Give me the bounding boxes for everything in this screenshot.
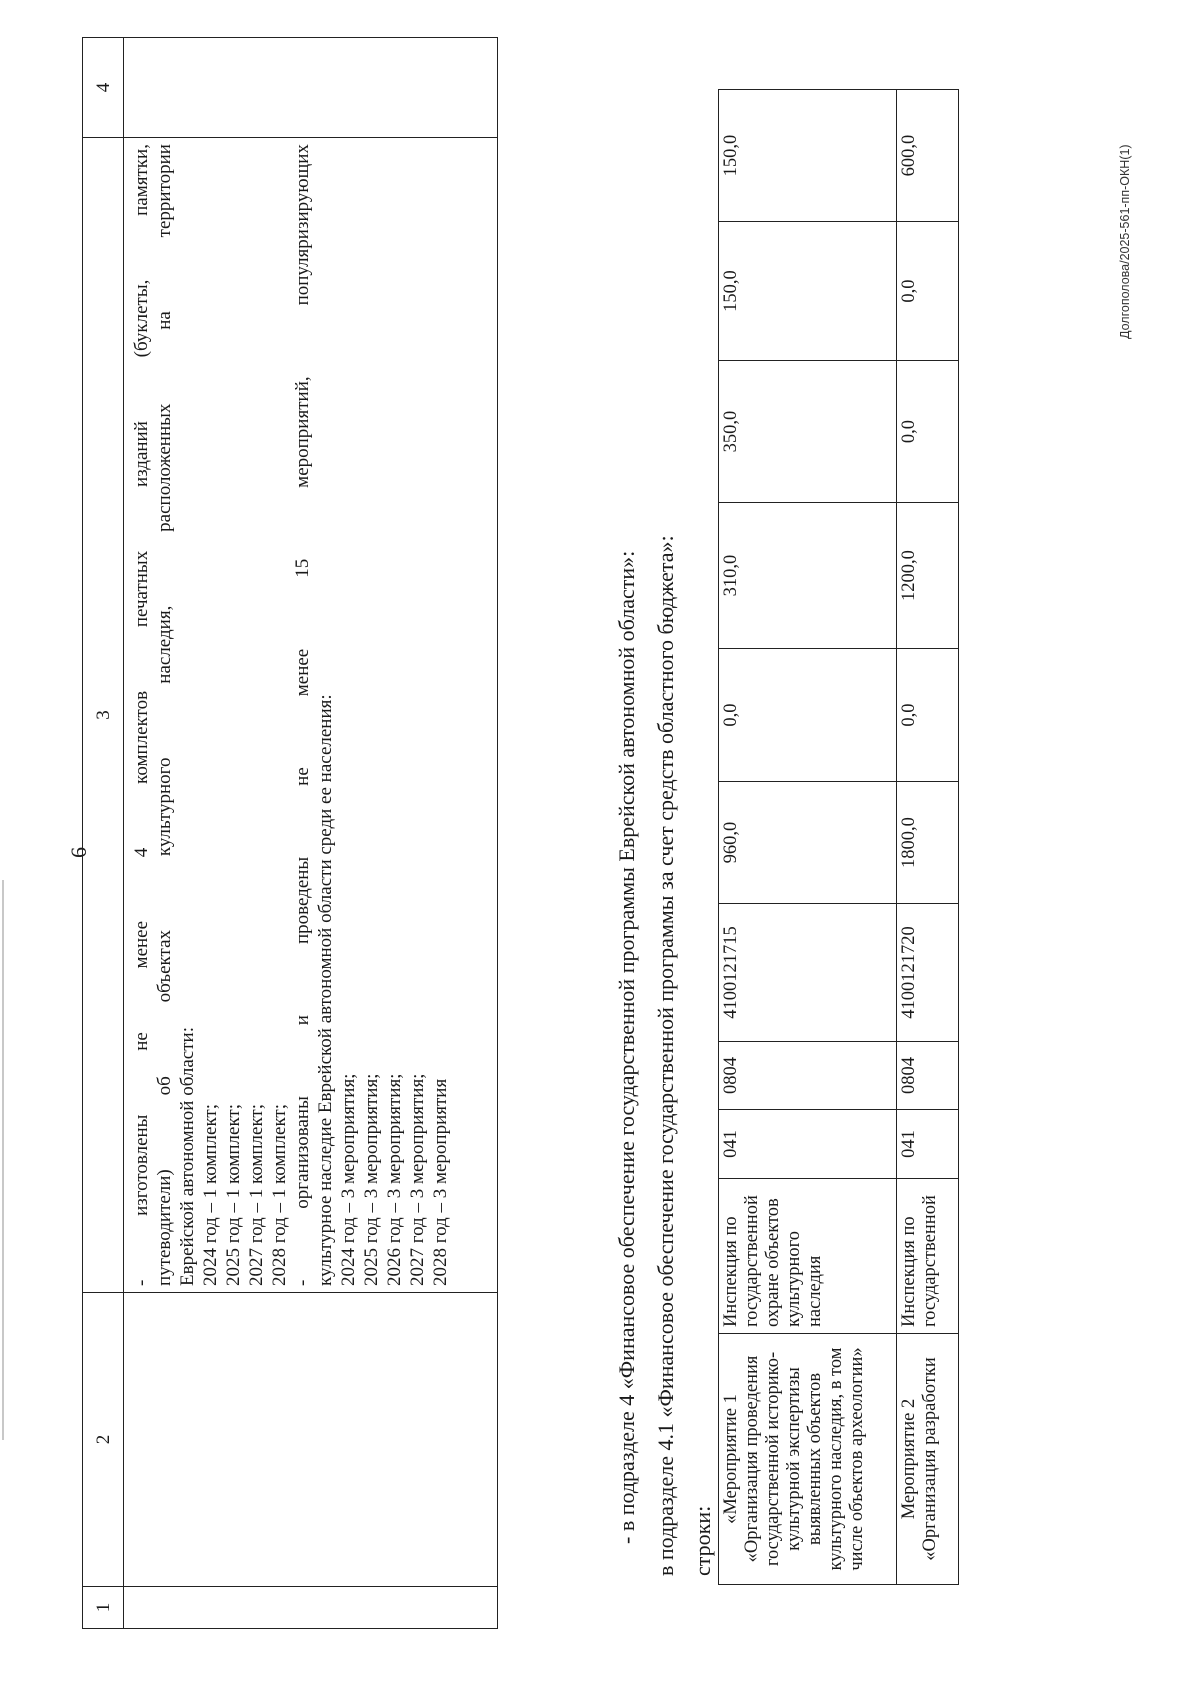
activity-name-line: «Организация разработки <box>920 1357 940 1561</box>
intro-line: строки: <box>690 1505 715 1576</box>
text-line: 2027 год – 1 комплект; <box>246 1103 267 1286</box>
word: менее <box>131 920 152 969</box>
block1-lines <box>176 144 291 1286</box>
activity-name-line: «Организация проведения <box>742 1355 762 1563</box>
block2-lines <box>314 144 452 1286</box>
header-cell: 4 <box>83 38 124 138</box>
word: территории <box>154 144 175 238</box>
amount-cell: 150,0 <box>719 222 897 361</box>
header-cell: 2 <box>83 1293 124 1587</box>
block2-justified-lines <box>291 144 314 1286</box>
text-line: 2028 год – 1 комплект; <box>269 1103 290 1286</box>
word: путеводители) <box>154 1169 175 1286</box>
executor-line: Инспекция по <box>899 1216 919 1327</box>
executor-line: культурного <box>784 1231 804 1327</box>
activity-name-line: выявленных объектов <box>805 1372 825 1546</box>
justified-line <box>291 144 314 1286</box>
activity-name-line: «Мероприятие 1 <box>721 1394 741 1524</box>
text-line: 2027 год – 3 мероприятия; <box>407 1073 428 1286</box>
justified-line <box>130 144 153 1286</box>
executor-line: наследия <box>805 1255 825 1327</box>
amount-cell: 600,0 <box>897 90 959 222</box>
word: объектах <box>154 929 175 1003</box>
amount-cell: 0,0 <box>897 361 959 503</box>
word: комплектов <box>131 690 152 784</box>
word: на <box>154 311 175 330</box>
amount-cell: 0,0 <box>897 649 959 782</box>
activity-name-cell <box>897 1334 959 1585</box>
intro-line: - в подразделе 4 «Финансовое обеспечение государственной программы Еврейской автономной области»: <box>614 550 639 1544</box>
word: - <box>292 1279 313 1286</box>
word: наследия, <box>154 605 175 684</box>
amount-cell: 1800,0 <box>897 782 959 904</box>
executor-cell <box>719 1179 897 1334</box>
text-line: 2025 год – 1 комплект; <box>223 1103 244 1286</box>
justified-line <box>153 144 176 1286</box>
word: и <box>292 1015 313 1026</box>
activity-name-line: государственной историко- <box>763 1351 783 1567</box>
word: менее <box>292 648 313 697</box>
rzpr-cell: 0804 <box>719 1042 897 1110</box>
table-cell <box>124 38 498 138</box>
word: изданий <box>131 421 152 488</box>
activity-name-line: Мероприятие 2 <box>899 1398 919 1520</box>
word: культурного <box>154 757 175 857</box>
table-row <box>897 90 959 1585</box>
results-table <box>82 37 498 1629</box>
word: памятки, <box>131 144 152 216</box>
word: популяризирующих <box>292 144 313 306</box>
activity-name-line: культурного наследия, в том <box>826 1347 846 1571</box>
word: печатных <box>131 550 152 628</box>
word: (буклеты, <box>131 279 152 358</box>
block1-justified-lines <box>130 144 176 1286</box>
word: - <box>131 1279 152 1286</box>
amount-cell: 0,0 <box>897 222 959 361</box>
header-cell: 1 <box>83 1587 124 1629</box>
word: проведены <box>292 856 313 945</box>
word: об <box>154 1076 175 1096</box>
table-cell <box>124 1293 498 1587</box>
word: 15 <box>292 558 313 578</box>
activity-name-cell <box>719 1334 897 1585</box>
intro-line: в подразделе 4.1 «Финансовое обеспечение государственной программы за счет средств областного бюджета»: <box>653 535 678 1576</box>
executor-line: Инспекция по <box>721 1216 741 1327</box>
grbs-cell: 041 <box>719 1110 897 1179</box>
executor-line: государственной <box>742 1195 762 1327</box>
csr-cell: 4100121715 <box>719 904 897 1042</box>
activity-name-line: культурной экспертизы <box>784 1367 804 1551</box>
word: 4 <box>131 847 152 858</box>
grbs-cell: 041 <box>897 1110 959 1179</box>
table-row <box>719 90 897 1585</box>
word: мероприятий, <box>292 376 313 488</box>
header-cell: 3 <box>83 138 124 1293</box>
word: организованы <box>292 1096 313 1209</box>
word: изготовлены <box>131 1114 152 1216</box>
amount-cell: 310,0 <box>719 503 897 649</box>
amount-cell: 350,0 <box>719 361 897 503</box>
word: не <box>131 1032 152 1051</box>
financing-table <box>718 89 959 1585</box>
csr-cell: 4100121720 <box>897 904 959 1042</box>
results-text-cell <box>124 138 498 1293</box>
activity-name-line: числе объектов археологии» <box>847 1347 867 1571</box>
text-line: 2024 год – 3 мероприятия; <box>338 1073 359 1286</box>
text-line: 2026 год – 3 мероприятия; <box>384 1073 405 1286</box>
table-cell <box>124 1587 498 1629</box>
amount-cell: 150,0 <box>719 90 897 222</box>
amount-cell: 960,0 <box>719 782 897 904</box>
amount-cell: 1200,0 <box>897 503 959 649</box>
amount-cell: 0,0 <box>719 649 897 782</box>
document-registration-note: Долгополова/2025-561-пп-ОКН(1) <box>1118 144 1132 339</box>
text-line: культурное наследие Еврейской автономной области среди ее населения: <box>315 694 336 1286</box>
table-header-row <box>83 38 124 1629</box>
executor-line: государственной <box>920 1195 940 1327</box>
word: расположенных <box>154 403 175 532</box>
table-row <box>124 38 498 1629</box>
text-line: 2028 год – 3 мероприятия <box>430 1078 451 1286</box>
text-line: 2025 год – 3 мероприятия; <box>361 1073 382 1286</box>
page-number: 6 <box>66 847 91 858</box>
executor-line: охране объектов <box>763 1198 783 1327</box>
text-line: Еврейской автономной области: <box>177 1027 198 1286</box>
rzpr-cell: 0804 <box>897 1042 959 1110</box>
text-line: 2024 год – 1 комплект; <box>200 1103 221 1286</box>
executor-cell <box>897 1179 959 1334</box>
word: не <box>292 767 313 786</box>
